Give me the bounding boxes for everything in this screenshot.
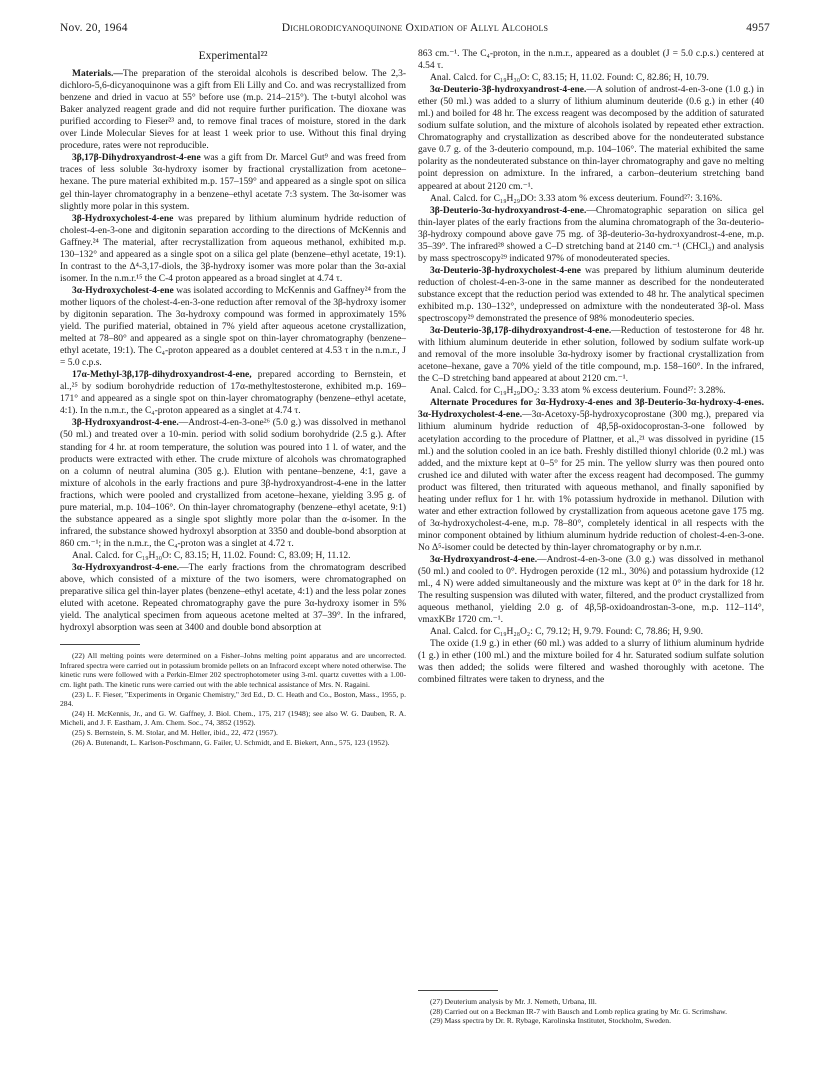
footnote: (24) H. McKennis, Jr., and G. W. Gaffney, J. Biol. Chem., 175, 217 (1948); see also W. G. Dauben, R. A. Micheli, and J. F. Eastham, J. Am. Chem. Soc., 74, 3852 (1952). [60, 708, 406, 728]
section-heading: Experimental²² [198, 50, 268, 62]
paragraph [60, 213, 406, 285]
compound-heading: 17α-Methyl-3β,17β-dihydroxyandrost-4-ene, [72, 370, 252, 381]
paragraph [60, 417, 406, 550]
paragraph-text: —Chromatographic separation on silica gel thin-layer plates of the early fractions from the alumina chromatograph of the 3α-deuterio-3β-hydroxy compound above gave 75 mg. of 3β-deuterio-3α-hydroxyandrost-4-ene, m.p. 35–39°. The infrared²⁸ showed a C–D stretching band at 2140 cm.⁻¹ (CHCl₃) and analysis by mass spectroscopy²⁹ indicated 97% of monodeuterated species. [418, 205, 764, 264]
paragraph [60, 68, 406, 152]
paragraph [418, 48, 764, 72]
paragraph [60, 550, 406, 562]
paragraph-text: was a gift from Dr. Marcel Gut⁹ and was freed from traces of less soluble 3α-hydroxy isomer by fractional crystallization from acetone–hexane. The pure material exhibited m.p. 157–159° and appeared as a single spot on silica gel thin-layer chromatography in a benzene–ethyl acetate 7:3 system. The 3α-isomer was slightly more polar in this system. [60, 153, 406, 212]
compound-heading: 3β-Hydroxyandrost-4-ene. [72, 418, 179, 429]
paragraph-text: —Reduction of testosterone for 48 hr. with lithium aluminum deuteride in ether solution, followed by sodium sulfate work-up and removal of the more insoluble 3α-hydroxy isomer by fractional crystallization from acetone–hexane, gave a 70% yield of the title compound, m.p. 158–160°. In the infrared, the C–D stretching band appeared at about 2120 cm.⁻¹. [418, 326, 764, 385]
paragraph [418, 205, 764, 265]
paragraph-text: —A solution of androst-4-en-3-one (1.0 g.) in ether (50 ml.) was added to a slurry of lithium aluminum deuteride (0.6 g.) in ether (40 ml.) and boiled for 48 hr. The excess reagent was decomposed by the addition of saturated sodium sulfate solution, and the mixture of alcohols isolated by repeated ether extraction. Chromatography and crystallization as described above for the nondeuterated substance gave 0.7 g. of the 3-deuterio compound, m.p. 104–106°. The material exhibited the same polarity as the nondeuterated substance on thin-layer chromatography and gave no melting point depression on admixture. In the infrared, a carbon–deuterium stretching band appeared at about 2120 cm.⁻¹. [418, 85, 764, 192]
compound-heading: 3α-Hydroxycholest-4-ene [72, 285, 174, 296]
footnote-rule-right [418, 990, 498, 991]
paragraph-text: —3α-Acetoxy-5β-hydroxycoprostane (300 mg.), prepared via lithium aluminum hydride reduction of 4β,5β-oxidocoprostan-3-one followed by acetylation according to the procedure of Plattner, et al.,²¹ was dissolved in pyridine (15 ml.) and the solution cooled in an ice bath. Freshly distilled thionyl chloride (0.2 ml.) was added, and the mixture kept at 0–5° for 25 min. The yellow slurry was then poured onto crushed ice and diluted with water after the excess reagent had decomposed. The gummy product was filtered, then triturated with aqueous methanol, and finally saponified by heating under reflux for 1 hr. with 1% potassium hydroxide in methanol. Dilution with water and ether extraction followed by crystallization from aqueous acetone gave 175 mg. of 3α-hydroxycholest-4-ene, m.p. 78–80°, completely identical in all respects with the minor component obtained by lithium aluminum hydride reduction of cholest-4-en-3-one. No Δ⁵-isomer could be detected by thin-layer chromatography or by n.m.r. [418, 410, 764, 553]
paragraph [60, 152, 406, 212]
paragraph-text: Anal. Calcd. for C₁₉H₂₈O₂: C, 79.12; H, 9.79. Found: C, 78.86; H, 9.90. [430, 627, 704, 638]
paragraph-text: —Androst-4-en-3-one (3.0 g.) was dissolved in methanol (50 ml.) and cooled to 0°. Hydrogen peroxide (12 ml., 30%) and potassium hydroxide (12 ml., 4 N) were added simultaneously and the mixture was kept at 0° in the dark for 18 hr. The resulting suspension was diluted with water, filtered, and the product crystallized from aqueous methanol, yielding 2.0 g. of 4β,5β-oxidoandrostan-3-one, m.p. 112–114°, νmaxKBr 1720 cm.⁻¹. [418, 554, 764, 626]
compound-heading: 3β-Hydroxycholest-4-ene [72, 213, 174, 224]
paragraph-text: 863 cm.⁻¹. The C₄-proton, in the n.m.r., appeared as a doublet (J = 5.0 c.p.s.) centered at 4.54 τ. [418, 49, 764, 72]
paragraph-text: Anal. Calcd. for C₁₉H₃₀O: C, 83.15; H, 11.02. Found: C, 82.86; H, 10.79. [430, 73, 709, 84]
paragraph [418, 397, 764, 554]
paragraph-text: Anal. Calcd. for C₁₉H₂₉DO: 3.33 atom % excess deuterium. Found²⁷: 3.16%. [430, 193, 723, 204]
left-footnotes [60, 651, 406, 747]
paragraph-text: was prepared by lithium aluminum deuteride reduction of cholest-4-en-3-one in the same manner as described for the nondeuterated substance except that the reduction period was extended to 48 hr. The analytical specimen exhibited m.p. 130–132°, undepressed on admixture with the nondeuterated 3β-ol. Mass spectroscopy²⁹ demonstrated the presence of 98% monodeuterio species. [418, 265, 764, 325]
left-column [60, 48, 406, 747]
paragraph-text: The preparation of the steroidal alcohols is described below. The 2,3-dichloro-5,6-dicyanoquinone was a gift from Eli Lilly and Co. and was recrystallized from benzene and dried in vacuo at 55° before use (m.p. 214–215°). The t-butyl alcohol was Baker analyzed reagent grade and did not require further purification. The dioxane was purified according to Fieser²³ and, to remove final traces of moisture, stored in the dark over Linde Molecular Sieves for at least 1 week prior to use. Without this final drying procedure, rates were not reproducible. [60, 69, 406, 152]
paragraph [60, 285, 406, 369]
paragraph [60, 562, 406, 634]
paragraph [60, 369, 406, 417]
footnote: (26) A. Butenandt, L. Karlson-Poschmann, G. Failer, U. Schmidt, and E. Biekert, Ann., 575, 123 (1952). [72, 737, 390, 747]
paragraph [418, 626, 764, 638]
paragraph-text: was isolated according to McKennis and Gaffney²⁴ from the mother liquors of the cholest-4-en-3-one reduction after removal of the 3β-hydroxy isomer by digitonin separation. The 3α-hydroxy compound was formed in approximately 15% yield. The purified material, obtained in 7% yield after aqueous acetone crystallization, melted at 78–80° and appeared as a single spot on thin-layer chromatography (benzene–ethyl acetate, 19:1). The C₄-proton appeared as a doublet centered at 4.53 τ in the n.m.r., J = 5.0 c.p.s. [60, 285, 406, 369]
right-footnotes [418, 997, 764, 1026]
paragraph [418, 385, 764, 397]
compound-heading: 3α-Deuterio-3β-hydroxyandrost-4-ene. [430, 85, 587, 96]
left-paragraphs [60, 68, 406, 634]
right-column [418, 48, 764, 686]
footnote: (23) L. F. Fieser, "Experiments in Organic Chemistry," 3rd Ed., D. C. Heath and Co., Boston, Mass., 1955, p. 284. [60, 689, 406, 709]
paragraph-text: was prepared by lithium aluminum hydride reduction of cholest-4-en-3-one and digitonin separation according to the directions of McKennis and Gaffney.²⁴ The material, after recrystallization from aqueous methanol, exhibited m.p. 130–132° and appeared as a single spot on a silica gel plate (benzene–ethyl acetate, 19:1). In contrast to the Δ⁴-3,17-diols, the 3β-hydroxy isomer was more polar than the 3α-axial isomer. In the n.m.r.¹⁵ the C-4 proton appeared as a broad singlet at 4.74 τ. [60, 213, 406, 284]
paragraph [418, 72, 764, 84]
compound-heading: 3α-Hydroxyandrost-4-ene. [430, 554, 538, 565]
paragraph [418, 265, 764, 325]
compound-heading: 3β-Deuterio-3α-hydroxyandrost-4-ene. [430, 205, 587, 216]
compound-heading: Materials.— [72, 69, 123, 80]
paragraph [418, 554, 764, 626]
paragraph-text: —Androst-4-en-3-one²⁶ (5.0 g.) was dissolved in methanol (50 ml.) and treated over a 10-min. period with solid sodium borohydride (2.5 g.). After standing for 4 hr. at room temperature, the solution was poured into 1 l. of water, and the products were extracted with ether. The crude mixture of alcohols was chromatographed on a column of neutral alumina (305 g.). Elution with pentane–benzene, 4:1, gave a mixture of alcohols in the early fractions and pure 3β-hydroxyandrost-4-ene in the latter fractions, which were pooled and crystallized from acetone–hexane, yielding 3.95 g. of pure material, m.p. 104–106°. On thin-layer chromatography (benzene–ethyl acetate, 9:1) the substance appeared as a single spot slightly more polar than the α-isomer. In the infrared, the substance showed hydroxyl absorption at 3350 and double-bond absorption at 860 cm.⁻¹; in the n.m.r., the C₄-proton was a singlet at 4.72 τ. [60, 418, 406, 549]
footnote: (29) Mass spectra by Dr. R. Rybage, Karolinska Institutet, Stockholm, Sweden. [430, 1016, 671, 1026]
page-number: 4957 [746, 22, 770, 34]
compound-heading: 3α-Hydroxyandrost-4-ene. [72, 562, 180, 573]
paragraph-text: Anal. Calcd. for C₁₉H₂₉DO₂: 3.33 atom % excess deuterium. Found²⁷: 3.28%. [430, 386, 726, 397]
paragraph [418, 193, 764, 205]
paragraph [418, 325, 764, 385]
paragraph [418, 638, 764, 686]
right-paragraphs [418, 48, 764, 686]
paragraph-text: Anal. Calcd. for C₁₉H₃₀O: C, 83.15; H, 11.02. Found: C, 83.09; H, 11.12. [72, 550, 351, 561]
compound-heading: 3α-Deuterio-3β,17β-dihydroxyandrost-4-ene. [430, 326, 612, 337]
compound-heading: 3β,17β-Dihydroxyandrost-4-ene [72, 153, 201, 164]
compound-heading: Alternate Procedures for 3α-Hydroxy-4-enes and 3β-Deuterio-3α-hydroxy-4-enes. 3α-Hydroxycholest-4-ene. [418, 398, 764, 421]
paragraph-text: The oxide (1.9 g.) in ether (60 ml.) was added to a slurry of lithium aluminum hydride (1 g.) in ether (100 ml.) and the mixture boiled for 4 hr. Saturated sodium sulfate solution was then added; the solids were filtered and washed thoroughly with acetone. The combined filtrates were taken to dryness, and the [418, 639, 764, 686]
footnote: (25) S. Bernstein, S. M. Stolar, and M. Heller, ibid., 22, 472 (1957). [72, 728, 278, 737]
paragraph [418, 84, 764, 192]
compound-heading: 3α-Deuterio-3β-hydroxycholest-4-ene [430, 265, 582, 276]
paragraph-text: prepared according to Bernstein, et al.,²⁵ by sodium borohydride reduction of 17α-methyltestosterone, exhibited m.p. 169–171° and appeared as a single spot on thin-layer chromatography (benzene–ethyl acetate, 4:1). In the n.m.r., the C₄-proton appeared as a singlet at 4.74 τ. [60, 370, 406, 417]
page-header [60, 22, 770, 38]
footnote: (28) Carried out on a Beckman IR-7 with Bausch and Lomb replica grating by Mr. G. Scrimshaw. [430, 1006, 728, 1016]
paragraph-text: —The early fractions from the chromatogram described above, which consisted of a mixture of the two isomers, were chromatographed on preparative silica gel thin-layer plates (benzene–ethyl acetate, 4:1) and the less polar zones eluted with acetone. Repeated chromatography gave the pure 3α-hydroxy isomer in 5% yield. The analytical specimen from aqueous acetone melted at 37–39°. In the infrared, hydroxyl absorption was seen at 3400 and double bond absorption at [60, 562, 406, 634]
footnote-rule [60, 644, 140, 645]
footnote: (22) All melting points were determined on a Fisher–Johns melting point apparatus and are uncorrected. Infrared spectra were carried out in potassium bromide pellets on an Infracord except where noted otherwise. The kinetic runs were followed with a Perkin-Elmer 202 spectrophotometer using 3-ml. quartz cuvettes with a 1.00-cm. light path. The kinetic runs were carried out with the able technical assistance of Mrs. N. Ragaini. [60, 651, 406, 690]
right-footnotes-block [418, 980, 764, 1026]
running-title: Dichlorodicyanoquinone Oxidation of Allyl Alcohols [281, 22, 549, 34]
issue-date: Nov. 20, 1964 [60, 22, 128, 34]
footnote: (27) Deuterium analysis by Mr. J. Nemeth, Urbana, Ill. [430, 997, 597, 1006]
